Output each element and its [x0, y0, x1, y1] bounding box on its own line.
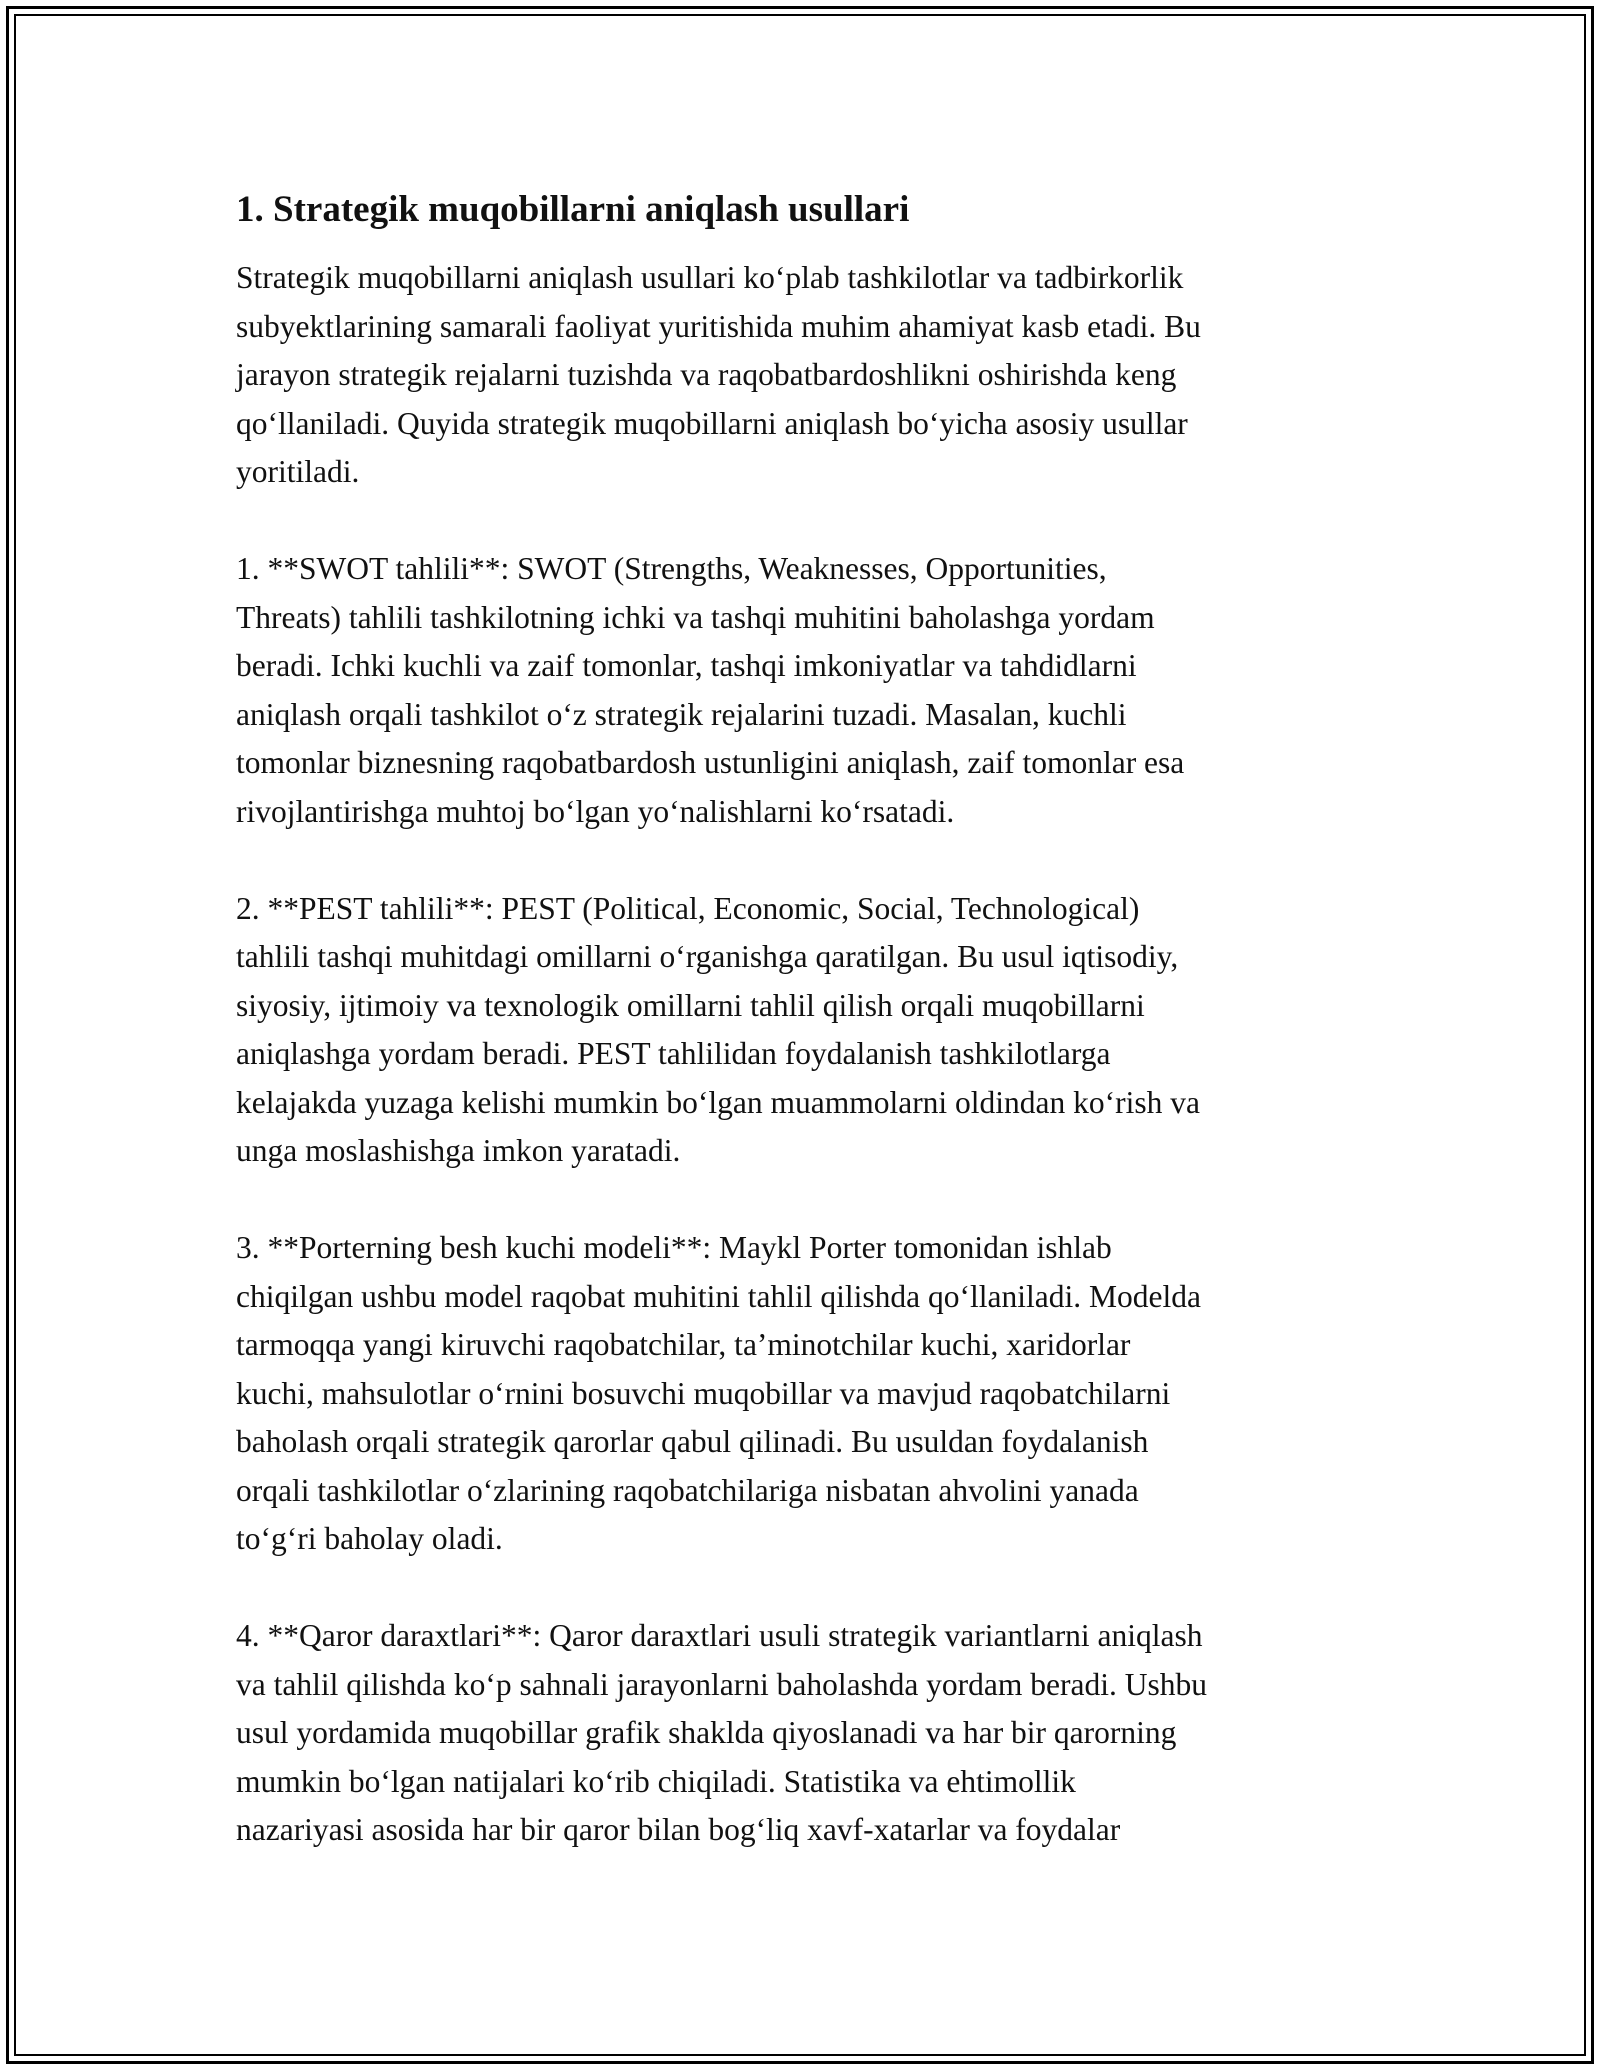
porter-paragraph: 3. **Porterning besh kuchi modeli**: Maykl Porter tomonidan ishlab chiqilgan ushbu model raqobat muhitini tahlil qilishda qo‘llaniladi. Modelda tarmoqqa yangi kiruvchi raqobatchilar, ta’minotchilar kuchi, xaridorlar kuchi, mahsulotlar o‘rnini bosuvchi muqobillar va mavjud raqobatchilarni baholash orqali strategik qarorlar qabul qilinadi. Bu usuldan foydalanish orqali tashkilotlar o‘zlarining raqobatchilariga nisbatan ahvolini yanada to‘g‘ri baholay oladi.: [236, 1230, 1201, 1556]
section-title: 1. Strategik muqobillarni aniqlash usullari: [236, 189, 910, 230]
document-body: [236, 186, 1376, 1903]
pest-paragraph: 2. **PEST tahlili**: PEST (Political, Economic, Social, Technological) tahlili tashqi muhitdagi omillarni o‘rganishga qaratilgan. Bu usul iqtisodiy, siyosiy, ijtimoiy va texnologik omillarni tahlil qilish orqali muqobillarni aniqlashga yordam beradi. PEST tahlilidan foydalanish tashkilotlarga kelajakda yuzaga kelishi mumkin bo‘lgan muammolarni oldindan ko‘rish va unga moslashishga imkon yaratadi.: [236, 890, 1201, 1168]
swot-paragraph: 1. **SWOT tahlili**: SWOT (Strengths, Weaknesses, Opportunities, Threats) tahlili tashkilotning ichki va tashqi muhitini baholashga yordam beradi. Ichki kuchli va zaif tomonlar, tashqi imkoniyatlar va tahdidlarni aniqlash orqali tashkilot o‘z strategik rejalarini tuzadi. Masalan, kuchli tomonlar biznesning raqobatbardosh ustunligini aniqlash, zaif tomonlar esa rivojlantirishga muhtoj bo‘lgan yo‘nalishlarni ko‘rsatadi.: [236, 551, 1185, 829]
intro-paragraph: Strategik muqobillarni aniqlash usullari ko‘plab tashkilotlar va tadbirkorlik subyektlarining samarali faoliyat yuritishida muhim ahamiyat kasb etadi. Bu jarayon strategik rejalarni tuzishda va raqobatbardoshlikni oshirishda keng qo‘llaniladi. Quyida strategik muqobillarni aniqlash bo‘yicha asosiy usullar yoritiladi.: [236, 260, 1201, 489]
decision-trees-paragraph: 4. **Qaror daraxtlari**: Qaror daraxtlari usuli strategik variantlarni aniqlash va tahlil qilishda ko‘p sahnali jarayonlarni baholashda yordam beradi. Ushbu usul yordamida muqobillar grafik shaklda qiyoslanadi va har bir qarorning mumkin bo‘lgan natijalari ko‘rib chiqiladi. Statistika va ehtimollik nazariyasi asosida har bir qaror bilan bog‘liq xavf-xatarlar va foydalar: [236, 1618, 1207, 1847]
